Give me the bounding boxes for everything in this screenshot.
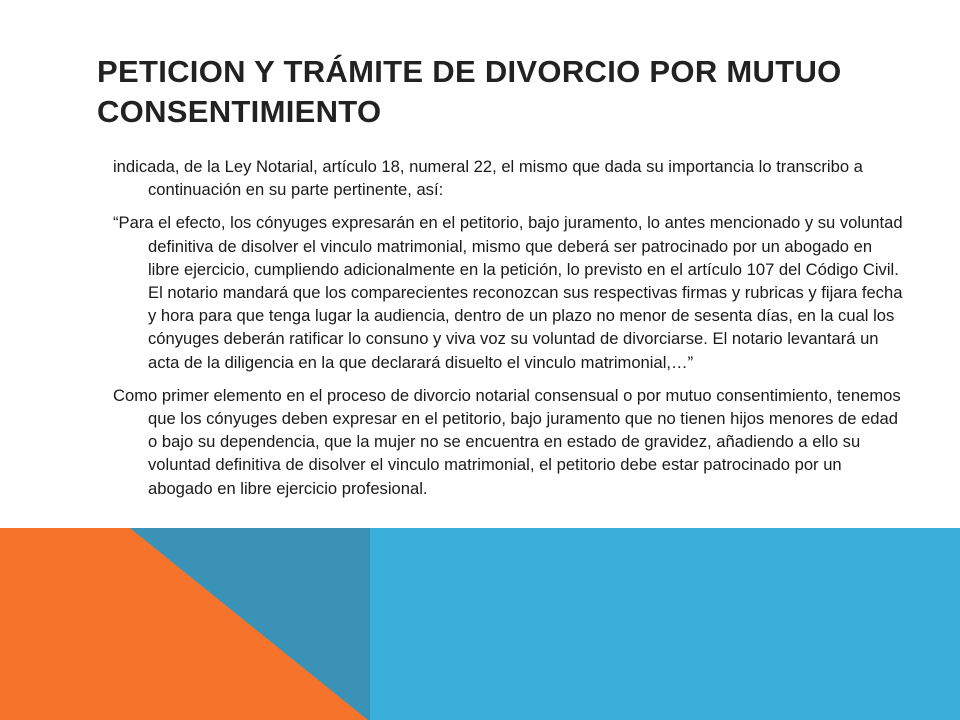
paragraph-intro: indicada, de la Ley Notarial, artículo 18, numeral 22, el mismo que dada su importancia lo transcribo a continuación en su parte pertinente, así:	[113, 157, 863, 200]
paragraph-quote: “Para el efecto, los cónyuges expresarán en el petitorio, bajo juramento, lo antes mencionado y su voluntad definitiva de disolver el vinculo matrimonial, mismo que deberá ser patrocinado por un abogado en libre ejercicio, cumpliendo adicionalmente en la petición, lo previsto en el artículo 107 del Código Civil. El notario mandará que los comparecientes reconozcan sus respectivas firmas y rubricas y fijara fecha y hora para que tenga lugar la audiencia, dentro de un plazo no menor de sesenta días, en la cual los cónyuges deberán ratificar lo consuno y viva voz su voluntad de divorciarse. El notario levantará un acta de la diligencia en la que declarará disuelto el vinculo matrimonial,…”	[113, 213, 903, 372]
slide-title: PETICION Y TRÁMITE DE DIVORCIO POR MUTUO CONSENTIMIENTO	[97, 54, 842, 129]
paragraph-analysis: Como primer elemento en el proceso de divorcio notarial consensual o por mutuo consentimiento, tenemos que los cónyuges deben expresar en el petitorio, bajo juramento que no tienen hijos menores de edad o bajo su dependencia, que la mujer no se encuentra en estado de gravidez, añadiendo a ello su voluntad definitiva de disolver el vinculo matrimonial, el petitorio debe estar patrocinado por un abogado en libre ejercicio profesional.	[113, 385, 901, 498]
slide-body	[113, 155, 903, 510]
